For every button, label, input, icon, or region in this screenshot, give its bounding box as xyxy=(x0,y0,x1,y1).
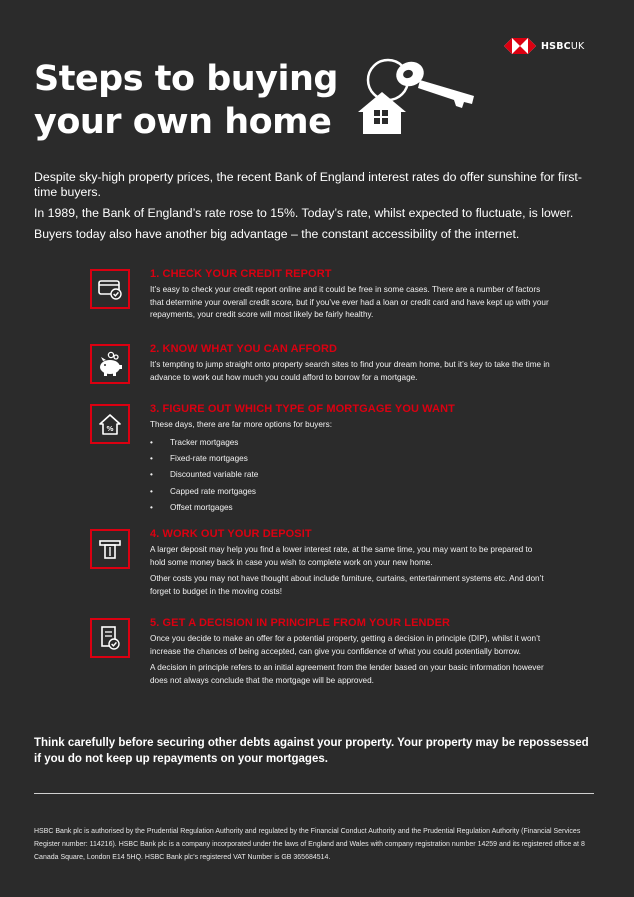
divider xyxy=(34,793,594,794)
list-item: • Tracker mortgages xyxy=(150,435,550,451)
step-title: 2. KNOW WHAT YOU CAN AFFORD xyxy=(150,343,338,355)
document-check-icon xyxy=(90,618,130,658)
list-item: • Fixed-rate mortgages xyxy=(150,451,550,467)
step-text: Once you decide to make an offer for a potential property, getting a decision in principle (DIP), whilst it won’t increase the chances of being accepted, can give you confidence of what you could potentially borrow. xyxy=(150,634,541,656)
step-title: 5. GET A DECISION IN PRINCIPLE FROM YOUR LENDER xyxy=(150,617,451,629)
piggy-bank-icon xyxy=(90,344,130,384)
intro-paragraph: Buyers today also have another big advantage – the constant accessibility of the internet. xyxy=(34,227,520,241)
step-text: It’s tempting to jump straight onto property search sites to find your dream home, but it’s key to take the time in advance to work out how much you could afford to borrow for a mortgage. xyxy=(150,360,550,382)
step-text: A decision in principle refers to an initial agreement from the lender based on your basic information however does not always conclude that the mortgage will be approved. xyxy=(150,663,544,685)
step-text: Other costs you may not have thought about include furniture, curtains, entertainment systems etc. And don’t forget to budget in the moving costs! xyxy=(150,574,544,596)
legal-footer: HSBC Bank plc is authorised by the Prudential Regulation Authority and regulated by the Financial Conduct Authority and the Prudential Regulation Authority (Financial Services Register number: 114216). HSBC Bank plc is a company incorporated under the laws of England and Wales with company registration number 14259 and its registered office at 8 Canada Square, London E14 5HQ. HSBC Bank plc’s registered VAT Number is GB 365684514. xyxy=(34,828,585,862)
intro xyxy=(34,170,594,248)
brand-name: HSBCUK xyxy=(541,40,585,52)
house-percent-icon xyxy=(90,404,130,444)
step-text: These days, there are far more options for buyers: xyxy=(150,420,333,429)
step-title: 3. FIGURE OUT WHICH TYPE OF MORTGAGE YOU WANT xyxy=(150,403,455,415)
intro-paragraph: Despite sky-high property prices, the recent Bank of England interest rates do offer sunshine for first-time buyers. xyxy=(34,170,582,199)
title-line-2: your own home xyxy=(34,102,332,142)
list-item: • Capped rate mortgages xyxy=(150,484,550,500)
credit-card-check-icon xyxy=(90,269,130,309)
list-item: • Discounted variable rate xyxy=(150,467,550,483)
intro-paragraph: In 1989, the Bank of England’s rate rose to 15%. Today’s rate, whilst expected to fluctuate, is lower. xyxy=(34,206,574,220)
step-title: 1. CHECK YOUR CREDIT REPORT xyxy=(150,268,332,280)
house-key-icon xyxy=(352,52,482,142)
hsbc-hexagon-logo-icon xyxy=(504,38,536,54)
hsbc-logo xyxy=(504,38,584,54)
risk-warning: Think carefully before securing other debts against your property. Your property may be repossessed if you do not keep up repayments on your mortgages. xyxy=(34,737,589,765)
step-text: It’s easy to check your credit report online and it could be free in some cases. There are a number of factors that determine your overall credit score, but if you’ve ever had a loan or credit card and have kept up with your repayments, your credit score will most likely be fairly healthy. xyxy=(150,285,549,320)
title-line-1: Steps to buying xyxy=(34,59,338,99)
step-title: 4. WORK OUT YOUR DEPOSIT xyxy=(150,528,312,540)
mortgage-types-list xyxy=(150,435,550,517)
svg-text:%: % xyxy=(106,425,114,433)
step-text: A larger deposit may help you find a lower interest rate, at the same time, you may want to be prepared to hold some money back in case you wish to complete work on your new home. xyxy=(150,545,533,567)
banknote-icon xyxy=(90,529,130,569)
page-title xyxy=(34,58,338,144)
list-item: • Offset mortgages xyxy=(150,500,550,516)
